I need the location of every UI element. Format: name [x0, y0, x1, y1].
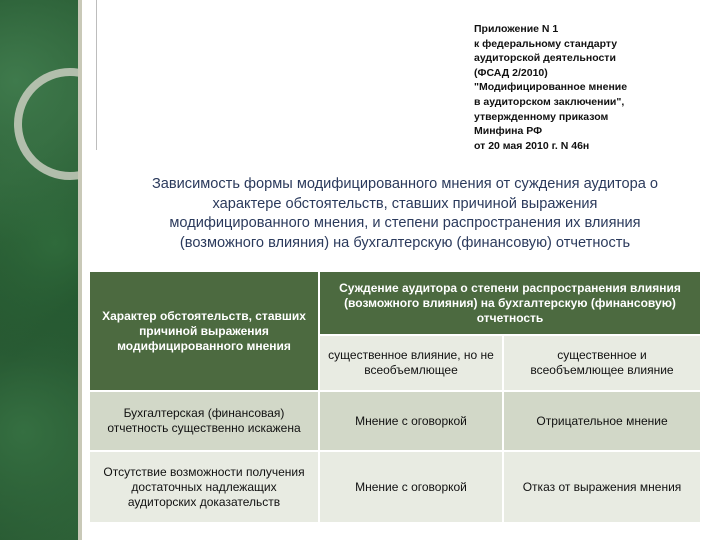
judgement-header: Суждение аудитора о степени распространения влияния (возможного влияния) на бухгалтерскую (финансовую) отчетность: [319, 271, 701, 335]
appendix-line: (ФСАД 2/2010): [474, 66, 548, 79]
appendix-line: аудиторской деятельности: [474, 52, 616, 65]
cell-adverse-opinion: Отрицательное мнение: [503, 391, 701, 451]
decorative-sidebar: [0, 0, 78, 540]
title-line: Зависимость формы модифицированного мнения от суждения аудитора о: [151, 176, 659, 192]
appendix-line: утвержденному приказом: [474, 110, 609, 123]
title-line: (возможного влияния) на бухгалтерскую (финансовую) отчетность: [179, 234, 631, 251]
circumstance-header: Характер обстоятельств, ставших причиной выражения модифицированного мнения: [89, 271, 319, 391]
appendix-line: в аудиторском заключении",: [474, 95, 625, 108]
appendix-line: от 20 мая 2010 г. N 46н: [474, 139, 590, 152]
row-label-no-evidence: Отсутствие возможности получения достаточных надлежащих аудиторских доказательств: [89, 451, 319, 523]
subheader-pervasive: существенное и всеобъемлющее влияние: [503, 335, 701, 391]
cell-qualified-opinion: Мнение с оговоркой: [319, 391, 503, 451]
row-label-misstated: Бухгалтерская (финансовая) отчетность существенно искажена: [89, 391, 319, 451]
appendix-line: "Модифицированное мнение: [474, 81, 628, 94]
cell-qualified-opinion: Мнение с оговоркой: [319, 451, 503, 523]
ring-ornament: [14, 68, 78, 180]
title-line: характере обстоятельств, ставших причиной выражения: [212, 195, 598, 212]
appendix-line: Приложение N 1: [474, 23, 559, 35]
appendix-line: к федеральному стандарту: [474, 37, 618, 50]
sidebar-edge: [78, 0, 82, 540]
appendix-line: Минфина РФ: [474, 125, 543, 138]
title-line: модифицированного мнения, и степени распространения их влияния: [169, 215, 641, 231]
appendix-note: [474, 22, 694, 153]
vertical-rule: [96, 0, 97, 150]
slide-title: [104, 175, 706, 253]
cell-disclaimer-opinion: Отказ от выражения мнения: [503, 451, 701, 523]
subheader-material: существенное влияние, но не всеобъемлющее: [319, 335, 503, 391]
opinion-table: [88, 270, 702, 524]
